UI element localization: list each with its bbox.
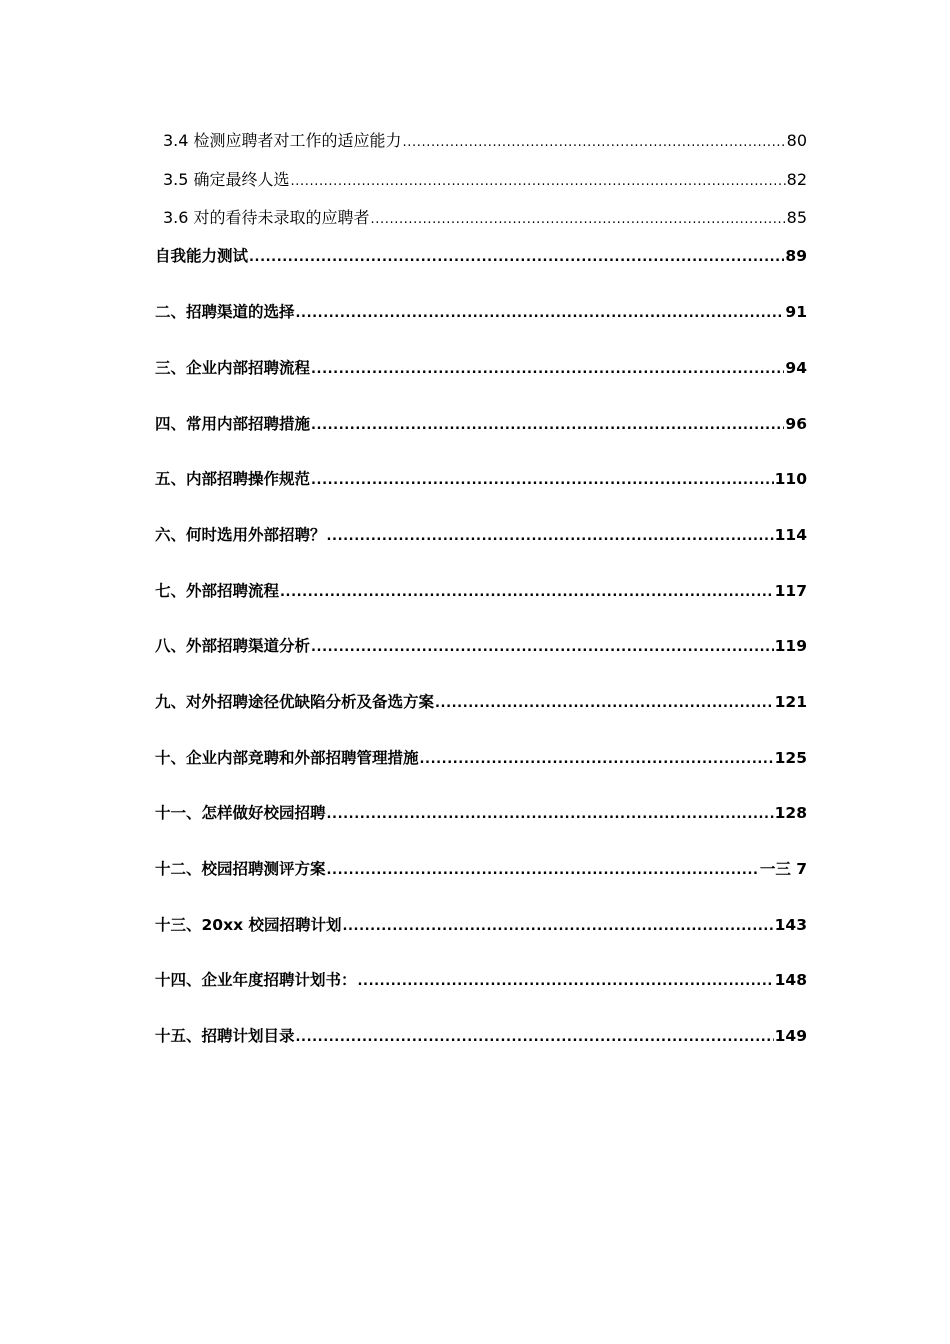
toc-entry-title: 十三、20xx 校园招聘计划: [155, 916, 342, 934]
toc-entry[interactable]: [155, 302, 807, 322]
toc-entry-page: 110: [774, 470, 807, 488]
toc-dot-leader: [291, 170, 786, 190]
toc-entry[interactable]: [155, 859, 807, 879]
toc-entry-page: 85: [786, 208, 807, 227]
toc-entry-page: 149: [774, 1027, 807, 1045]
toc-entry-title: 四、常用内部招聘措施: [155, 415, 311, 433]
toc-entry-page: 119: [774, 637, 807, 655]
toc-dot-leader: [342, 915, 773, 935]
toc-entry-title: 3.4 检测应聘者对工作的适应能力: [163, 131, 402, 150]
toc-entry-title: 十二、校园招聘测评方案: [155, 860, 326, 878]
toc-dot-leader: [280, 581, 774, 601]
toc-entry-page: 91: [785, 303, 807, 321]
toc-dot-leader: [371, 208, 786, 228]
toc-entry-title: 九、对外招聘途径优缺陷分析及备选方案: [155, 693, 435, 711]
toc-entry-title: 十、企业内部竞聘和外部招聘管理措施: [155, 749, 419, 767]
toc-entry[interactable]: [155, 358, 807, 378]
toc-entry-page: 94: [785, 359, 807, 377]
toc-entry[interactable]: [155, 1026, 807, 1046]
toc-entry[interactable]: [155, 414, 807, 434]
toc-dot-leader: [435, 692, 774, 712]
toc-entry-title: 十五、招聘计划目录: [155, 1027, 295, 1045]
toc-dot-leader: [358, 970, 774, 990]
toc-dot-leader: [420, 748, 774, 768]
toc-entry-title: 十一、怎样做好校园招聘: [155, 804, 326, 822]
toc-entry[interactable]: [155, 131, 807, 151]
toc-entry-title: 3.5 确定最终人选: [163, 170, 290, 189]
toc-entry-title: 五、内部招聘操作规范: [155, 470, 311, 488]
toc-dot-leader: [296, 302, 785, 322]
toc-entry-title: 3.6 对的看待未录取的应聘者: [163, 208, 370, 227]
toc-dot-leader: [311, 636, 774, 656]
toc-entry[interactable]: [155, 803, 807, 823]
toc-entry-page: 143: [774, 916, 807, 934]
toc-entry-page: 148: [774, 971, 807, 989]
toc-entry-page: 117: [774, 582, 807, 600]
toc-entry[interactable]: [155, 208, 807, 228]
toc-dot-leader: [311, 358, 784, 378]
toc-entry-page: 121: [774, 693, 807, 711]
toc-entry-title: 三、企业内部招聘流程: [155, 359, 311, 377]
toc-entry-page: 89: [785, 247, 807, 265]
toc-entry[interactable]: [155, 636, 807, 656]
toc-entry[interactable]: [155, 915, 807, 935]
toc-dot-leader: [327, 859, 759, 879]
toc-entry[interactable]: [155, 692, 807, 712]
toc-entry-page: 114: [774, 526, 807, 544]
toc-entry-title: 自我能力测试: [155, 247, 249, 265]
toc-entry-page: 125: [774, 749, 807, 767]
toc-entry-page: 一三 7: [759, 860, 807, 878]
toc-entry-title: 十四、企业年度招聘计划书：: [155, 971, 357, 989]
toc-dot-leader: [296, 1026, 774, 1046]
toc-dot-leader: [327, 803, 774, 823]
toc-entry-page: 96: [785, 415, 807, 433]
toc-entry-page: 80: [786, 131, 807, 150]
toc-entry-title: 八、外部招聘渠道分析: [155, 637, 311, 655]
toc-dot-leader: [403, 131, 786, 151]
toc-entry-title: 六、何时选用外部招聘？: [155, 526, 326, 544]
toc-entry[interactable]: [155, 525, 807, 545]
toc-dot-leader: [249, 246, 784, 266]
toc-dot-leader: [327, 525, 774, 545]
toc-entry[interactable]: [155, 581, 807, 601]
toc-entry[interactable]: [155, 469, 807, 489]
toc-entry[interactable]: [155, 748, 807, 768]
toc-dot-leader: [311, 469, 774, 489]
toc-entry[interactable]: [155, 246, 807, 266]
toc-entry-page: 128: [774, 804, 807, 822]
toc-dot-leader: [311, 414, 784, 434]
toc-entry-page: 82: [786, 170, 807, 189]
toc-entry-title: 七、外部招聘流程: [155, 582, 280, 600]
toc-entry-title: 二、招聘渠道的选择: [155, 303, 295, 321]
toc-entry[interactable]: [155, 970, 807, 990]
toc-entry[interactable]: [155, 170, 807, 190]
